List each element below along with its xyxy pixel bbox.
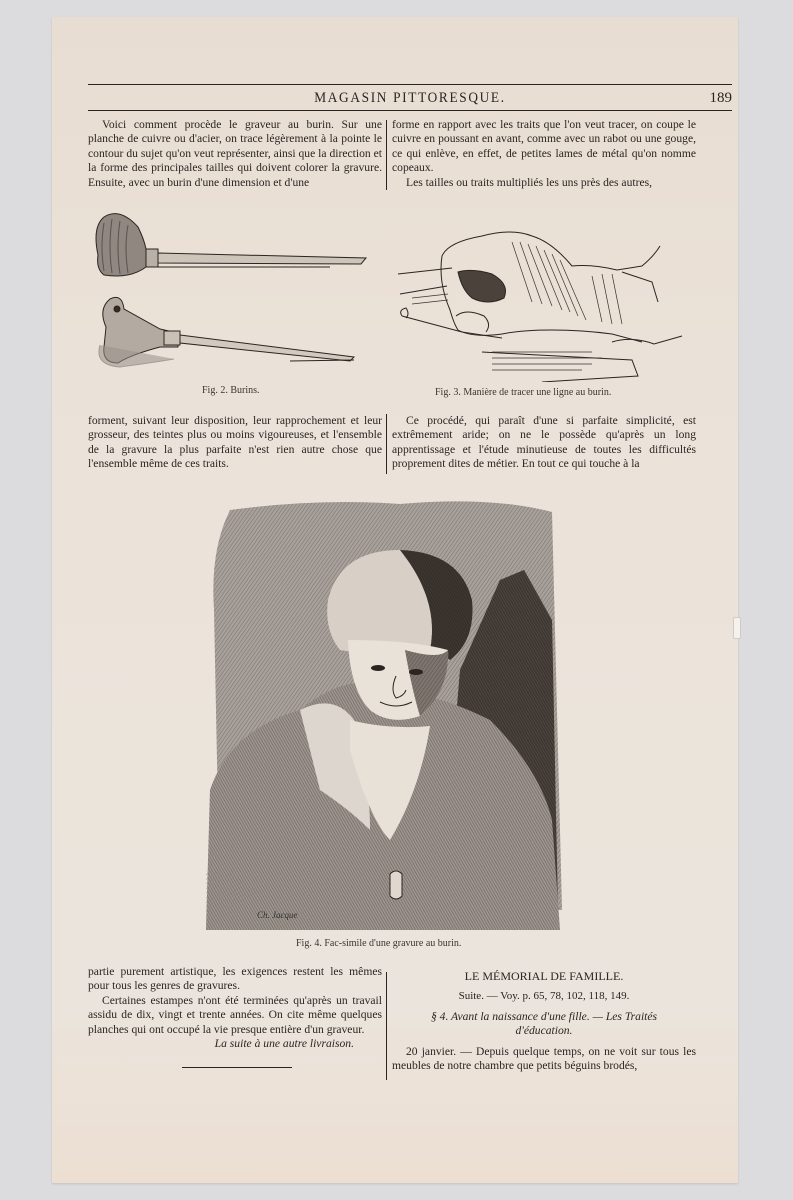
paragraph: forment, suivant leur disposition, leur rapprochement et leur grosseur, des teintes plus ou moins vigoureuses, et l'ensemble de la gravure la plus parfaite n'est rien autre chose que l'ensemble même de ces traits. [88,414,382,471]
paragraph: Les tailles ou traits multipliés les uns près des autres, [406,175,652,189]
paragraph: Voici comment procède le graveur au burin. Sur une planche de cuivre ou d'acier, on trace légèrement à la pointe le contour du sujet qu'on veut représenter, ainsi que la direction et la forme des principales tailles qui doivent colorer la gravure. Ensuite, avec un burin d'une dimension et d'une [88,118,382,189]
paragraph: Certaines estampes n'ont été terminées qu'après un travail assidu de dix, vingt et trente années. On cite même quelques planches qui ont occupé la vie presque entière d'un graveur. [88,993,382,1036]
page-number: 189 [709,90,732,106]
engraver-signature: Ch. Jacque [257,910,298,920]
burin-tools-illustration [90,197,380,377]
old-woman-portrait-engraving [200,490,590,930]
fig4-caption: Fig. 4. Fac-simile d'une gravure au burin. [296,938,462,949]
paragraph: partie purement artistique, les exigences restent les mêmes pour tous les genres de gravures. [88,965,382,993]
bottom-left-column [88,965,382,1051]
section-title: § 4. Avant la naissance d'une fille. — Les Traités [430,1009,658,1023]
article-subheading: Suite. — Voy. p. 65, 78, 102, 118, 149. [458,990,630,1003]
section-end-rule [182,1067,292,1068]
middle-right-column [392,414,696,472]
section-title-continued: d'éducation. [515,1024,573,1038]
continuation-note: La suite à une autre livraison. [214,1037,354,1051]
running-title: MAGASIN PITTORESQUE. [314,90,506,106]
column-divider [386,972,387,1080]
bottom-right-column [392,969,696,1073]
page-edge-tab [733,617,741,639]
paragraph: Ce procédé, qui paraît d'une si parfaite simplicité, est extrêmement aride; on ne le possède qu'après un long apprentissage et l'étude minutieuse de toutes les difficultés proprement dites de métier. En tout ce qui touche à la [392,414,696,471]
running-header [88,90,732,110]
paragraph: forme en rapport avec les traits que l'on veut tracer, on coupe le cuivre en poussant en avant, comme avec un rabot ou une gouge, ce qui enlève, en effet, de petites lames de métal qu'on nomme copeaux. [392,118,696,175]
middle-left-column [88,414,382,472]
top-left-column [88,118,382,190]
hand-engraving-illustration [392,212,692,382]
header-bottom-rule [88,110,732,111]
top-right-column [392,118,696,190]
paragraph: 20 janvier. — Depuis quelque temps, on ne voit sur tous les meubles de notre chambre que petits béguins brodés, [392,1044,696,1073]
fig2-caption: Fig. 2. Burins. [202,385,260,396]
column-divider [386,120,387,190]
column-divider [386,414,387,474]
header-top-rule [88,84,732,85]
fig3-caption: Fig. 3. Manière de tracer une ligne au burin. [435,387,612,398]
magazine-page [52,17,738,1183]
article-heading: LE MÉMORIAL DE FAMILLE. [464,969,624,983]
